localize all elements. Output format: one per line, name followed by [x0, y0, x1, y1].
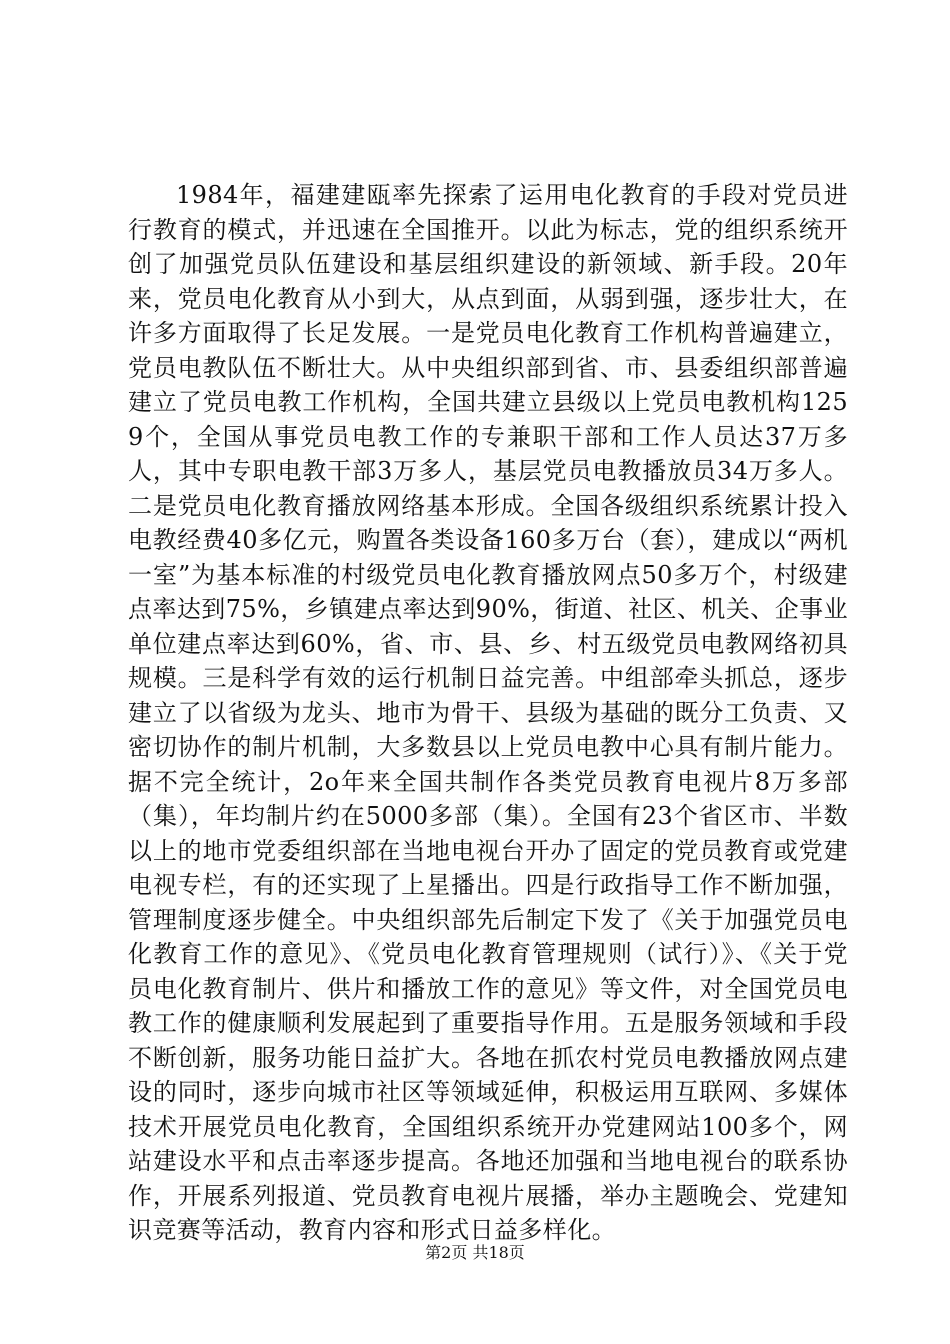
page-number-footer: 第2页 共18页	[425, 1243, 525, 1262]
body-paragraph: 1984年，福建建瓯率先探索了运用电化教育的手段对党员进行教育的模式，并迅速在全国推开。以此为标志，党的组织系统开创了加强党员队伍建设和基层组织建设的新领域、新手段。20年来，党员电化教育从小到大，从点到面，从弱到强，逐步壮大，在许多方面取得了长足发展。一是党员电化教育工作机构普遍建立，党员电教队伍不断壮大。从中央组织部到省、市、县委组织部普遍建立了党员电教工作机构，全国共建立县级以上党员电教机构1259个，全国从事党员电教工作的专兼职干部和工作人员达37万多人，其中专职电教干部3万多人，基层党员电教播放员34万多人。二是党员电化教育播放网络基本形成。全国各级组织系统累计投入电教经费40多亿元，购置各类设备160多万台（套），建成以“两机一室”为基本标准的村级党员电化教育播放网点50多万个，村级建点率达到75%，乡镇建点率达到90%，街道、社区、机关、企事业单位建点率达到60%，省、市、县、乡、村五级党员电教网络初具规模。三是科学有效的运行机制日益完善。中组部牵头抓总，逐步建立了以省级为龙头、地市为骨干、县级为基础的既分工负责、又密切协作的制片机制，大多数县以上党员电教中心具有制片能力。据不完全统计，2o年来全国共制作各类党员教育电视片8万多部（集），年均制片约在5000多部（集）。全国有23个省区市、半数以上的地市党委组织部在当地电视台开办了固定的党员教育或党建电视专栏，有的还实现了上星播出。四是行政指导工作不断加强，管理制度逐步健全。中央组织部先后制定下发了《关于加强党员电化教育工作的意见》、《党员电化教育管理规则（试行）》、《关于党员电化教育制片、供片和播放工作的意见》等文件，对全国党员电教工作的健康顺利发展起到了重要指导作用。五是服务领域和手段不断创新，服务功能日益扩大。各地在抓农村党员电教播放网点建设的同时，逐步向城市社区等领域延伸，积极运用互联网、多媒体技术开展党员电化教育，全国组织系统开办党建网站100多个，网站建设水平和点击率逐步提高。各地还加强和当地电视台的联系协作，开展系列报道、党员教育电视片展播，举办主题晚会、党建知识竞赛等活动，教育内容和形式日益多样化。	[128, 181, 848, 1244]
